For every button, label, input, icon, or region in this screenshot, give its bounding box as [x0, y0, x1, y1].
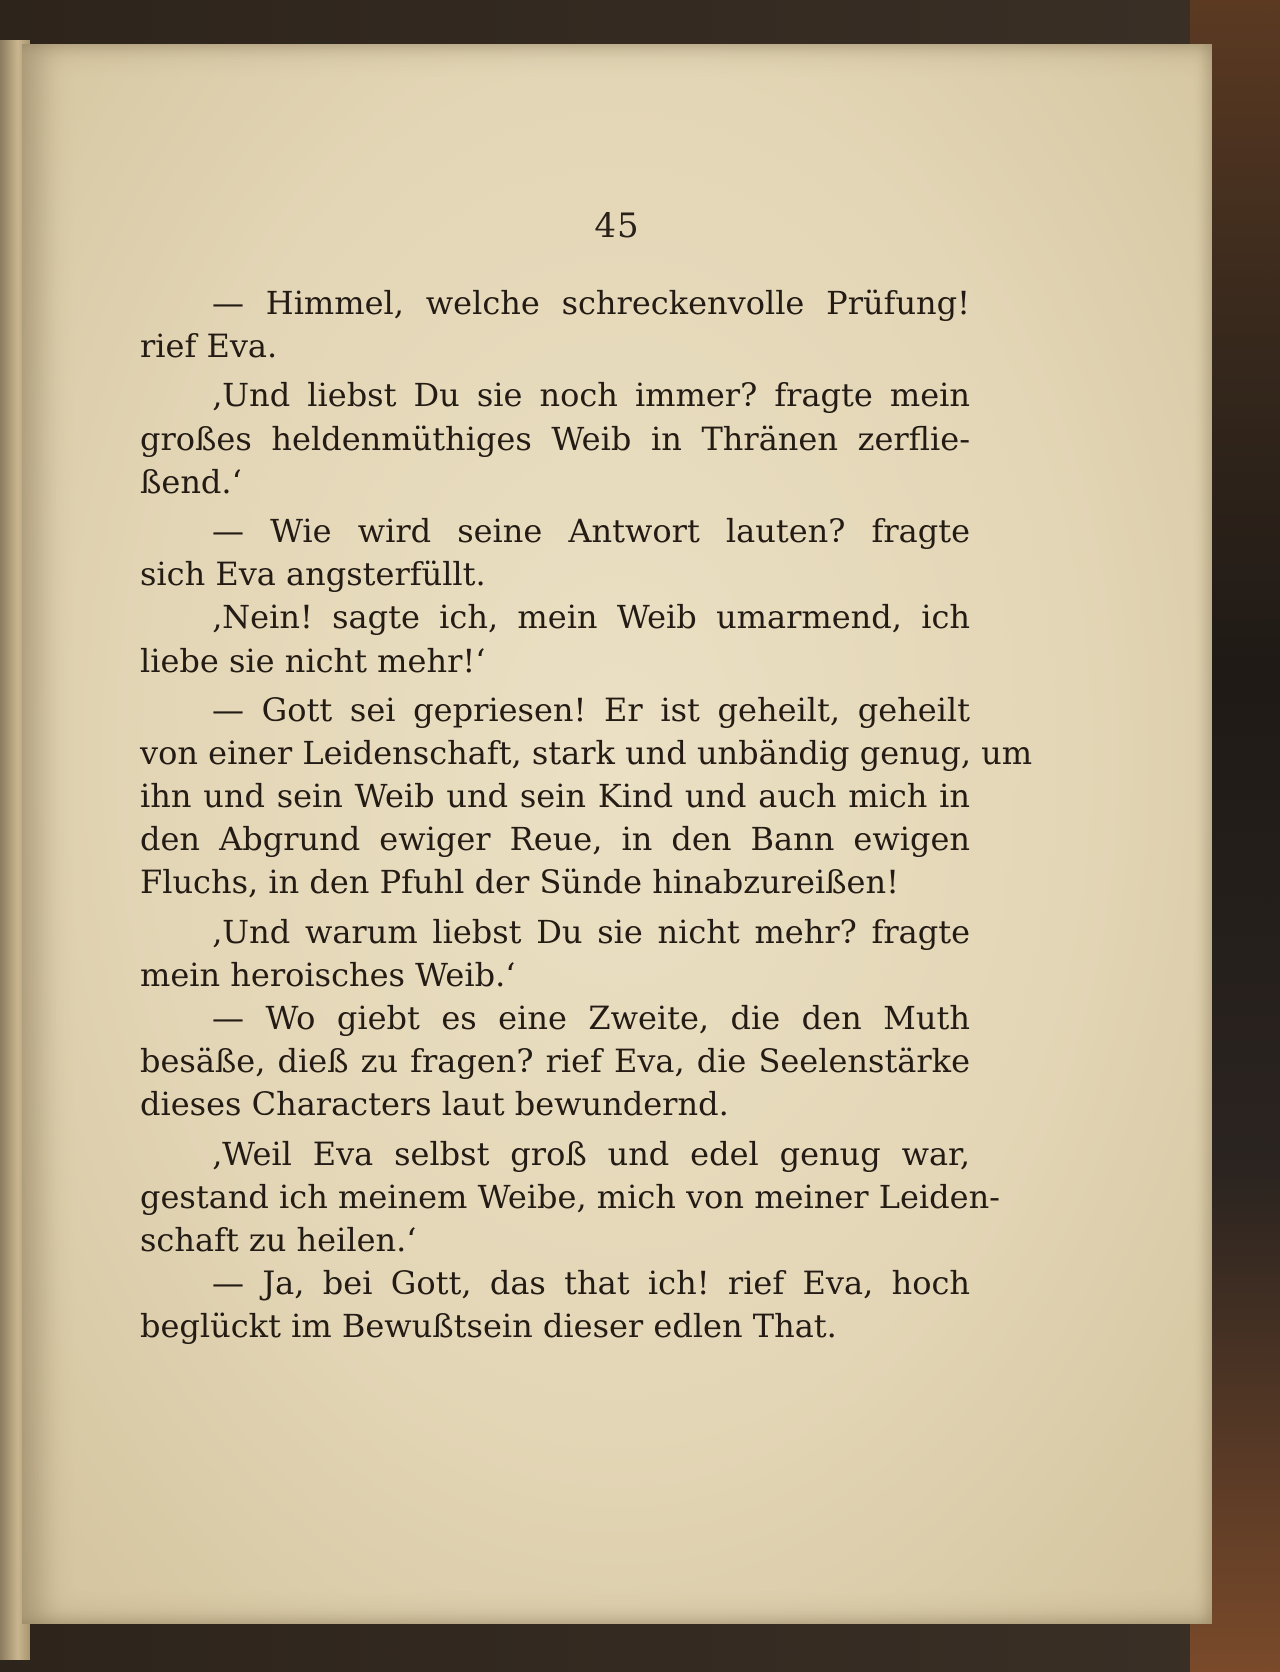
text-line: mein heroisches Weib.‘ — [140, 955, 516, 994]
text-line: ßend.‘ — [140, 462, 242, 501]
text-line: ‚Und warum liebst Du sie nicht mehr? fragte — [212, 912, 970, 951]
text-line: — Ja, bei Gott, das that ich! rief Eva, hoch — [212, 1264, 970, 1303]
book-page — [22, 44, 1212, 1624]
text-line: ihn und sein Weib und sein Kind und auch mich in — [140, 777, 970, 816]
text-line: besäße, dieß zu fragen? rief Eva, die Seelenstärke — [140, 1042, 970, 1081]
text-line: sich Eva angsterfüllt. — [140, 555, 486, 594]
text-line: ‚Und liebst Du sie noch immer? fragte mein — [212, 376, 970, 415]
text-line: von einer Leidenschaft, stark und unbändig genug, um — [140, 733, 1033, 772]
text-line: ‚Nein! sagte ich, mein Weib umarmend, ich — [212, 598, 970, 637]
text-line: schaft zu heilen.‘ — [140, 1220, 417, 1259]
page-number: 45 — [594, 206, 640, 246]
body-text — [140, 282, 1033, 1349]
text-line: — Himmel, welche schreckenvolle Prüfung! — [212, 284, 970, 322]
text-line: gestand ich meinem Weibe, mich von meiner Leiden- — [140, 1177, 1000, 1216]
text-line: dieses Characters laut bewundernd. — [140, 1085, 729, 1124]
text-line: — Wie wird seine Antwort lauten? fragte — [212, 511, 970, 550]
text-line: rief Eva. — [140, 327, 278, 366]
text-line: großes heldenmüthiges Weib in Thränen zerflie- — [140, 419, 970, 458]
text-line: — Wo giebt es eine Zweite, die den Muth — [212, 999, 970, 1037]
text-line: ‚Weil Eva selbst groß und edel genug war, — [212, 1134, 970, 1173]
text-line: — Gott sei gepriesen! Er ist geheilt, geheilt — [212, 690, 970, 729]
text-line: Fluchs, in den Pfuhl der Sünde hinabzureißen! — [140, 863, 899, 902]
text-line: liebe sie nicht mehr!‘ — [140, 641, 486, 680]
text-line: beglückt im Bewußtsein dieser edlen That. — [140, 1307, 837, 1346]
text-line: den Abgrund ewiger Reue, in den Bann ewigen — [140, 820, 970, 859]
